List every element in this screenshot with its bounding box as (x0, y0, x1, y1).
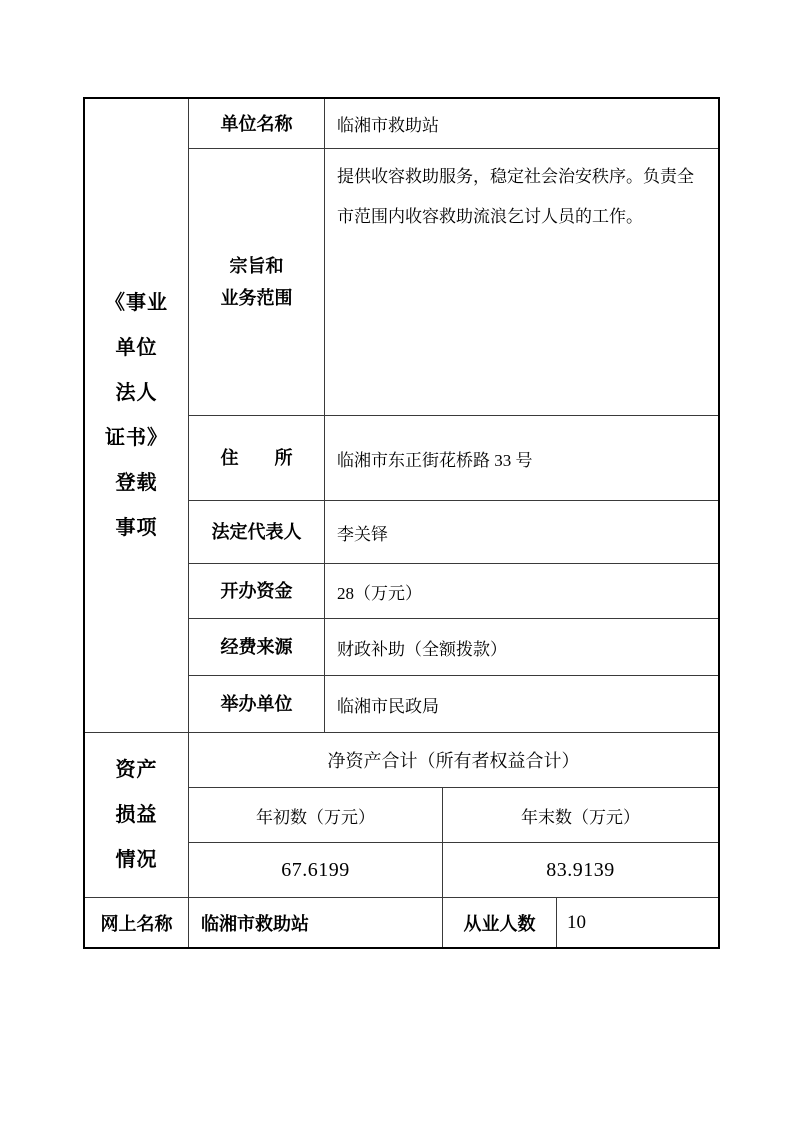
certificate-items-header (85, 99, 189, 732)
row-opening-capital (189, 564, 718, 619)
assets-section (85, 733, 718, 898)
organizer-unit-value: 临湘市民政局 (337, 696, 439, 716)
footer-row (85, 898, 718, 947)
funding-source-label: 经费来源 (189, 619, 325, 675)
online-name-value: 临湘市救助站 (189, 898, 443, 947)
legal-representative-value: 李关铎 (337, 524, 388, 544)
assets-header-line: 损益 (115, 803, 158, 826)
organizer-unit-label: 举办单位 (189, 676, 325, 732)
purpose-label-line: 宗旨和 (229, 256, 284, 276)
staff-count-label: 从业人数 (443, 898, 557, 947)
assets-header-line: 情况 (115, 848, 158, 871)
year-end-header: 年末数（万元） (521, 807, 640, 827)
row-organizer-unit (189, 676, 718, 732)
assets-values-row (189, 843, 718, 897)
header-line: 单位 (115, 336, 158, 359)
header-line: 证书》 (105, 426, 168, 449)
header-line: 事项 (115, 516, 158, 539)
domicile-label: 住 所 (189, 416, 325, 500)
unit-name-label: 单位名称 (189, 99, 325, 148)
year-start-header: 年初数（万元） (189, 788, 443, 842)
assets-rows (189, 733, 718, 897)
row-funding-source (189, 619, 718, 676)
row-legal-representative (189, 501, 718, 564)
staff-count-value: 10 (567, 911, 586, 933)
certificate-items-section (85, 99, 718, 733)
assets-header-line: 资产 (115, 758, 158, 781)
purpose-label-line: 业务范围 (220, 288, 293, 308)
assets-column-headers-row (189, 788, 718, 843)
row-domicile (189, 416, 718, 501)
net-assets-title: 净资产合计（所有者权益合计） (327, 751, 580, 771)
row-unit-name (189, 99, 718, 149)
year-start-value: 67.6199 (189, 843, 443, 897)
registration-table (83, 97, 720, 949)
legal-representative-label: 法定代表人 (189, 501, 325, 563)
funding-source-value: 财政补助（全额拨款） (337, 639, 507, 659)
year-end-value: 83.9139 (546, 858, 615, 881)
header-line: 《事业 (105, 291, 168, 314)
assets-section-header (85, 733, 189, 897)
domicile-value: 临湘市东正街花桥路 33 号 (337, 450, 533, 470)
header-line: 登载 (115, 471, 158, 494)
header-line: 法人 (115, 381, 158, 404)
online-name-label: 网上名称 (85, 898, 189, 947)
purpose-scope-label (189, 149, 325, 415)
opening-capital-label: 开办资金 (189, 564, 325, 618)
net-assets-title-row (189, 733, 718, 788)
purpose-scope-value: 提供收容救助服务，稳定社会治安秩序。负责全市范围内收容救助流浪乞讨人员的工作。 (337, 167, 694, 226)
unit-name-value: 临湘市救助站 (337, 116, 439, 135)
registration-rows (189, 99, 718, 732)
opening-capital-value: 28（万元） (337, 583, 422, 603)
row-purpose-scope (189, 149, 718, 416)
